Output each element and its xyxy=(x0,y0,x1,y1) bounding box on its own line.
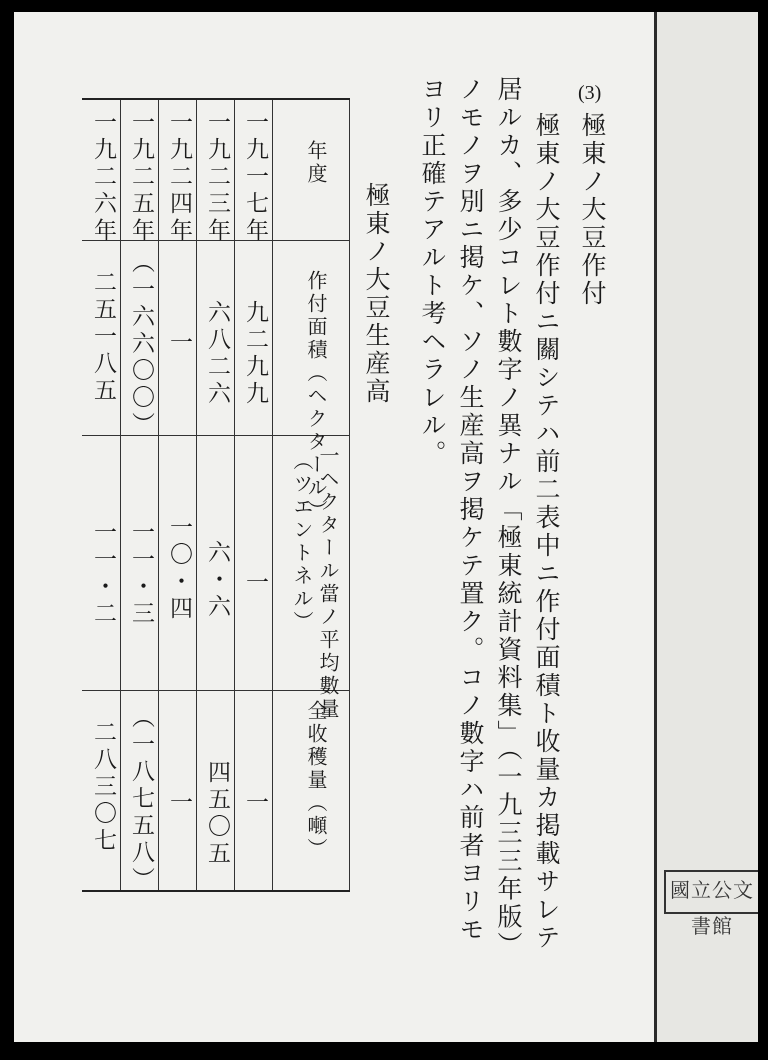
area-cell: （一六六〇〇） xyxy=(128,250,154,439)
total-cell: 四五〇五 xyxy=(204,760,230,868)
header-total: 全收穫量（噸） xyxy=(304,700,328,861)
yield-cell: 六・六 xyxy=(204,540,230,621)
column-divider xyxy=(158,100,159,890)
section-number: (3) xyxy=(578,82,602,104)
year-cell: 一九二五年 xyxy=(128,110,154,245)
header-avg-yield-unit: （ツエントネル） xyxy=(290,450,314,634)
area-cell: 九二九九 xyxy=(242,300,268,408)
total-cell: 二八三〇七 xyxy=(90,720,116,855)
table-title: 極東ノ大豆生産高 xyxy=(362,182,391,406)
year-cell: 一九一七年 xyxy=(242,110,268,245)
yield-cell: 一〇・四 xyxy=(166,515,192,623)
header-year: 年度 xyxy=(304,140,328,186)
header-avg-yield: 一ヘクタール當ノ平均數量 xyxy=(316,445,340,721)
year-cell: 一九二三年 xyxy=(204,110,230,245)
body-line-1: 極東ノ大豆作付ニ關シテハ前二表中ニ作付面積ト收量カ掲載サレテ xyxy=(532,112,561,952)
row-divider xyxy=(82,690,350,691)
column-divider xyxy=(272,100,273,890)
area-cell: 一 xyxy=(166,330,192,357)
body-line-4: ヨリ正確テアルト考ヘラレル。 xyxy=(418,76,447,468)
area-cell: 六八二六 xyxy=(204,300,230,408)
yield-cell: 一一・二 xyxy=(90,520,116,628)
header-area: 作付面積（ヘクタール） xyxy=(304,270,328,523)
column-divider xyxy=(120,100,121,890)
section-title: 極東ノ大豆作付 xyxy=(578,112,607,308)
column-divider xyxy=(196,100,197,890)
body-line-3: ノモノヲ別ニ掲ケ、ソノ生産高ヲ掲ケテ置ク。コノ數字ハ前者ヨリモ xyxy=(456,76,485,944)
total-cell: 一 xyxy=(242,790,268,817)
total-cell: 一 xyxy=(166,790,192,817)
total-cell: （一八七五八） xyxy=(128,705,154,894)
archive-stamp: 國立公文書館 xyxy=(664,870,758,914)
area-cell: 二五一八五 xyxy=(90,270,116,405)
soybean-production-table xyxy=(82,98,350,892)
yield-cell: 一 xyxy=(242,570,268,597)
yield-cell: 一一・三 xyxy=(128,520,154,628)
column-divider xyxy=(234,100,235,890)
page-fold-line xyxy=(654,12,657,1042)
year-cell: 一九二四年 xyxy=(166,110,192,245)
body-line-2: 居ルカ、多少コレト數字ノ異ナル「極東統計資料集」（一九三三年版） xyxy=(494,76,523,960)
table-right-rule xyxy=(349,100,350,890)
document-page xyxy=(14,12,758,1042)
year-cell: 一九二六年 xyxy=(90,110,116,245)
